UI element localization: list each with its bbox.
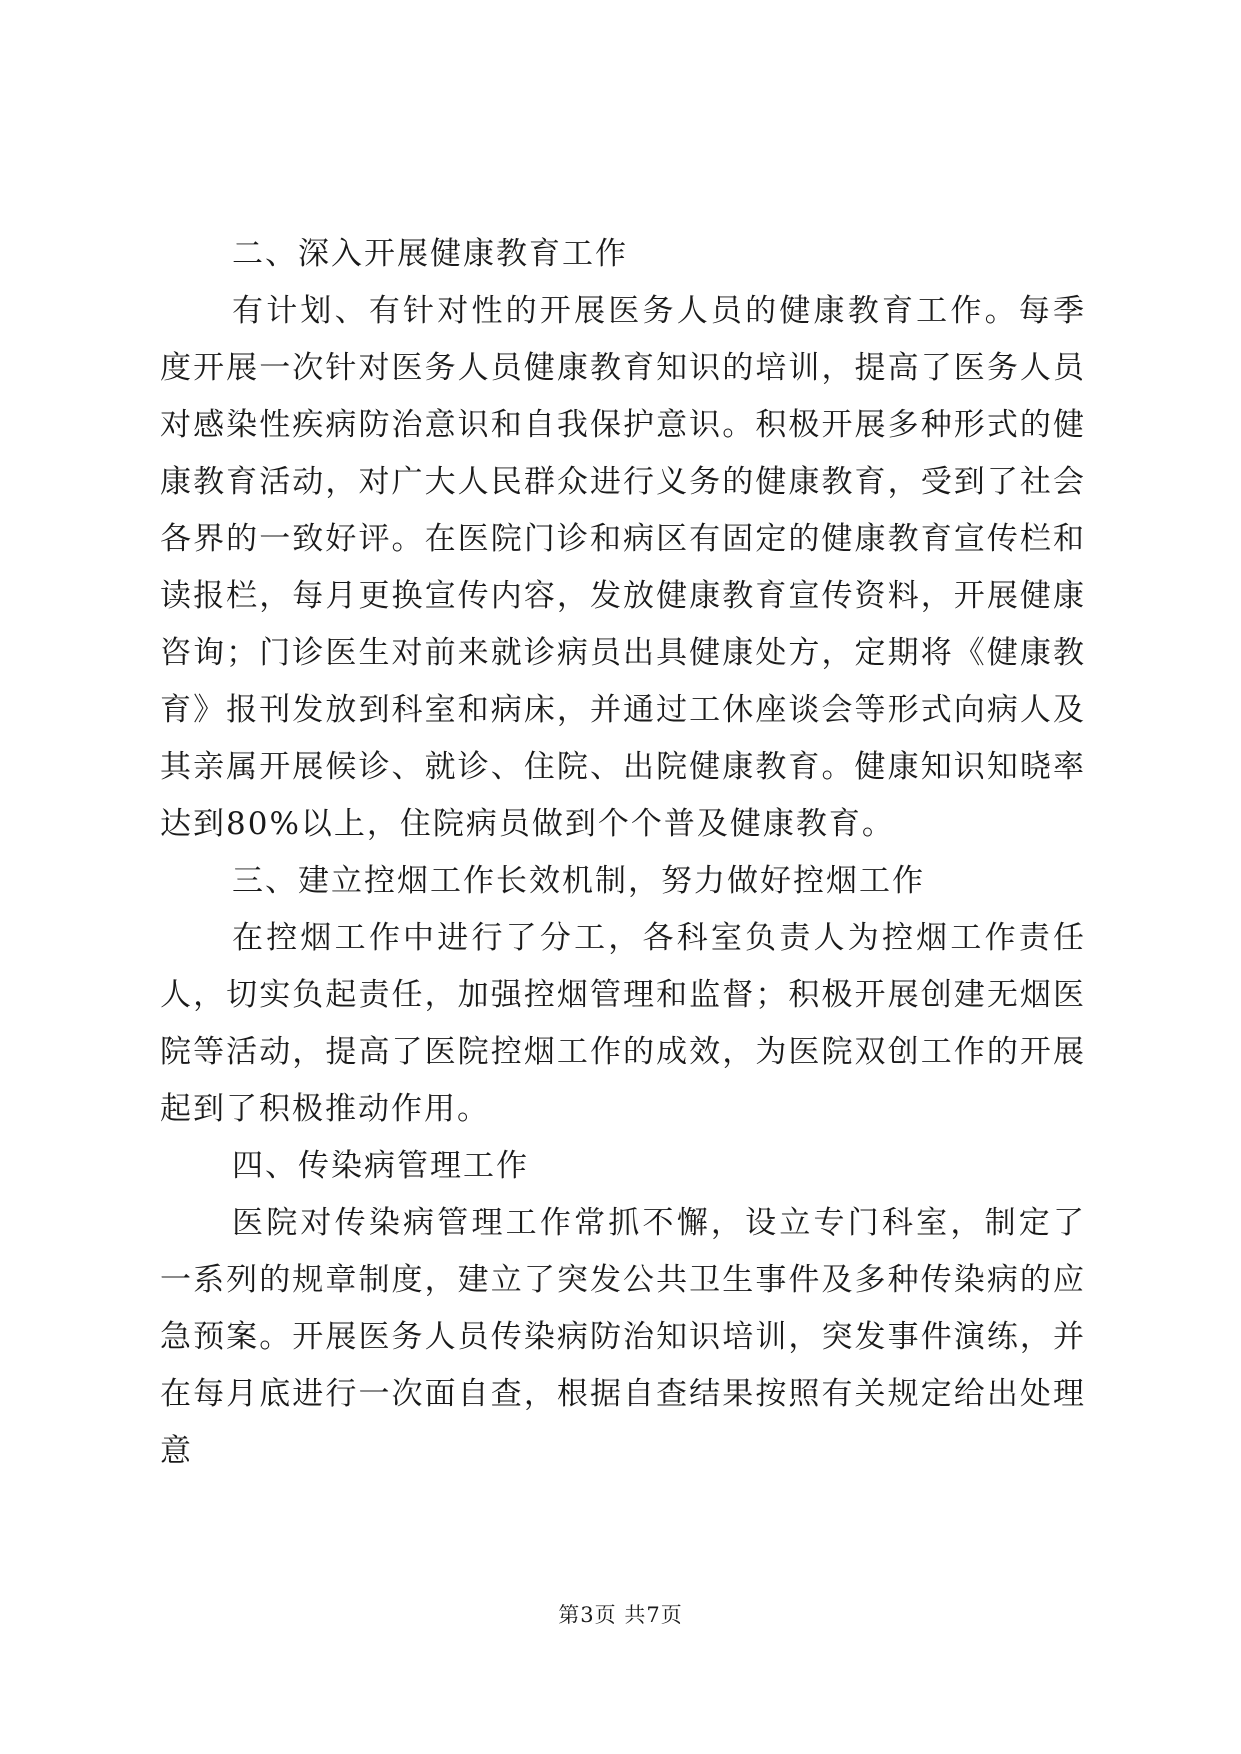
section-heading-health-education: 二、深入开展健康教育工作 <box>232 236 628 272</box>
page-footer: 第3页 共7页 <box>558 1603 683 1627</box>
section-heading-infectious-disease: 四、传染病管理工作 <box>232 1148 529 1184</box>
section-heading-tobacco-control: 三、建立控烟工作长效机制，努力做好控烟工作 <box>232 863 925 899</box>
section-paragraph-infectious-disease: 医院对传染病管理工作常抓不懈，设立专门科室，制定了一系列的规章制度，建立了突发公共卫生事件及多种传染病的应急预案。开展医务人员传染病防治知识培训，突发事件演练，并在每月底进行一次面自查，根据自查结果按照有关规定给出处理意 <box>160 1205 1086 1469</box>
document-body <box>160 226 1086 1480</box>
section-paragraph-health-education: 有计划、有针对性的开展医务人员的健康教育工作。每季度开展一次针对医务人员健康教育知识的培训，提高了医务人员对感染性疾病防治意识和自我保护意识。积极开展多种形式的健康教育活动，对广大人民群众进行义务的健康教育，受到了社会各界的一致好评。在医院门诊和病区有固定的健康教育宣传栏和读报栏，每月更换宣传内容，发放健康教育宣传资料，开展健康咨询；门诊医生对前来就诊病员出具健康处方，定期将《健康教育》报刊发放到科室和病床，并通过工休座谈会等形式向病人及其亲属开展候诊、就诊、住院、出院健康教育。健康知识知晓率达到80%以上，住院病员做到个个普及健康教育。 <box>160 293 1086 842</box>
section-paragraph-tobacco-control: 在控烟工作中进行了分工，各科室负责人为控烟工作责任人，切实负起责任，加强控烟管理和监督；积极开展创建无烟医院等活动，提高了医院控烟工作的成效，为医院双创工作的开展起到了积极推动作用。 <box>160 920 1086 1127</box>
